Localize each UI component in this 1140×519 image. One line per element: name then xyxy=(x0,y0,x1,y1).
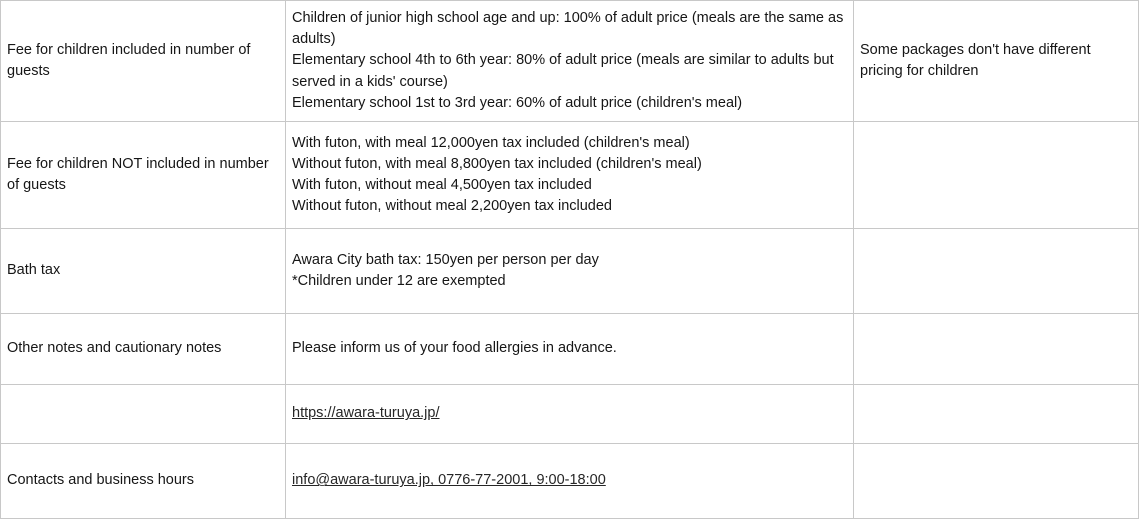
row-label: Bath tax xyxy=(1,229,286,314)
row-note xyxy=(854,122,1139,229)
table-row xyxy=(1,444,1139,519)
body-line: Awara City bath tax: 150yen per person per day xyxy=(292,251,599,268)
body-line: Elementary school 4th to 6th year: 80% of adult price (meals are similar to adults but served in a kids' course) xyxy=(292,52,834,90)
table-row xyxy=(1,314,1139,385)
row-label: Other notes and cautionary notes xyxy=(1,314,286,385)
row-note xyxy=(854,444,1139,519)
body-line: Without futon, with meal 8,800yen tax included (children's meal) xyxy=(292,155,702,172)
row-note xyxy=(854,385,1139,444)
row-label xyxy=(1,385,286,444)
table-row xyxy=(1,385,1139,444)
table-row xyxy=(1,1,1139,122)
row-note: Some packages don't have different pricing for children xyxy=(854,1,1139,122)
table-row xyxy=(1,122,1139,229)
row-label: Fee for children included in number of guests xyxy=(1,1,286,122)
body-line: *Children under 12 are exempted xyxy=(292,273,506,289)
row-body xyxy=(286,385,854,444)
body-line: With futon, with meal 12,000yen tax included (children's meal) xyxy=(292,134,690,151)
body-line: Without futon, without meal 2,200yen tax included xyxy=(292,198,612,215)
row-note xyxy=(854,229,1139,314)
row-body xyxy=(286,314,854,385)
contact-link[interactable]: info@awara-turuya.jp, 0776-77-2001, 9:00-18:00 xyxy=(292,472,606,489)
website-link[interactable]: https://awara-turuya.jp/ xyxy=(292,405,440,422)
table-row xyxy=(1,229,1139,314)
body-line: Elementary school 1st to 3rd year: 60% of adult price (children's meal) xyxy=(292,94,743,111)
row-body xyxy=(286,122,854,229)
row-label: Contacts and business hours xyxy=(1,444,286,519)
body-line: Children of junior high school age and up: 100% of adult price (meals are the same as adults) xyxy=(292,10,844,48)
body-line: With futon, without meal 4,500yen tax included xyxy=(292,177,592,193)
row-note xyxy=(854,314,1139,385)
row-body xyxy=(286,1,854,122)
body-line: Please inform us of your food allergies in advance. xyxy=(292,340,617,357)
row-body xyxy=(286,444,854,519)
row-label: Fee for children NOT included in number of guests xyxy=(1,122,286,229)
row-body xyxy=(286,229,854,314)
